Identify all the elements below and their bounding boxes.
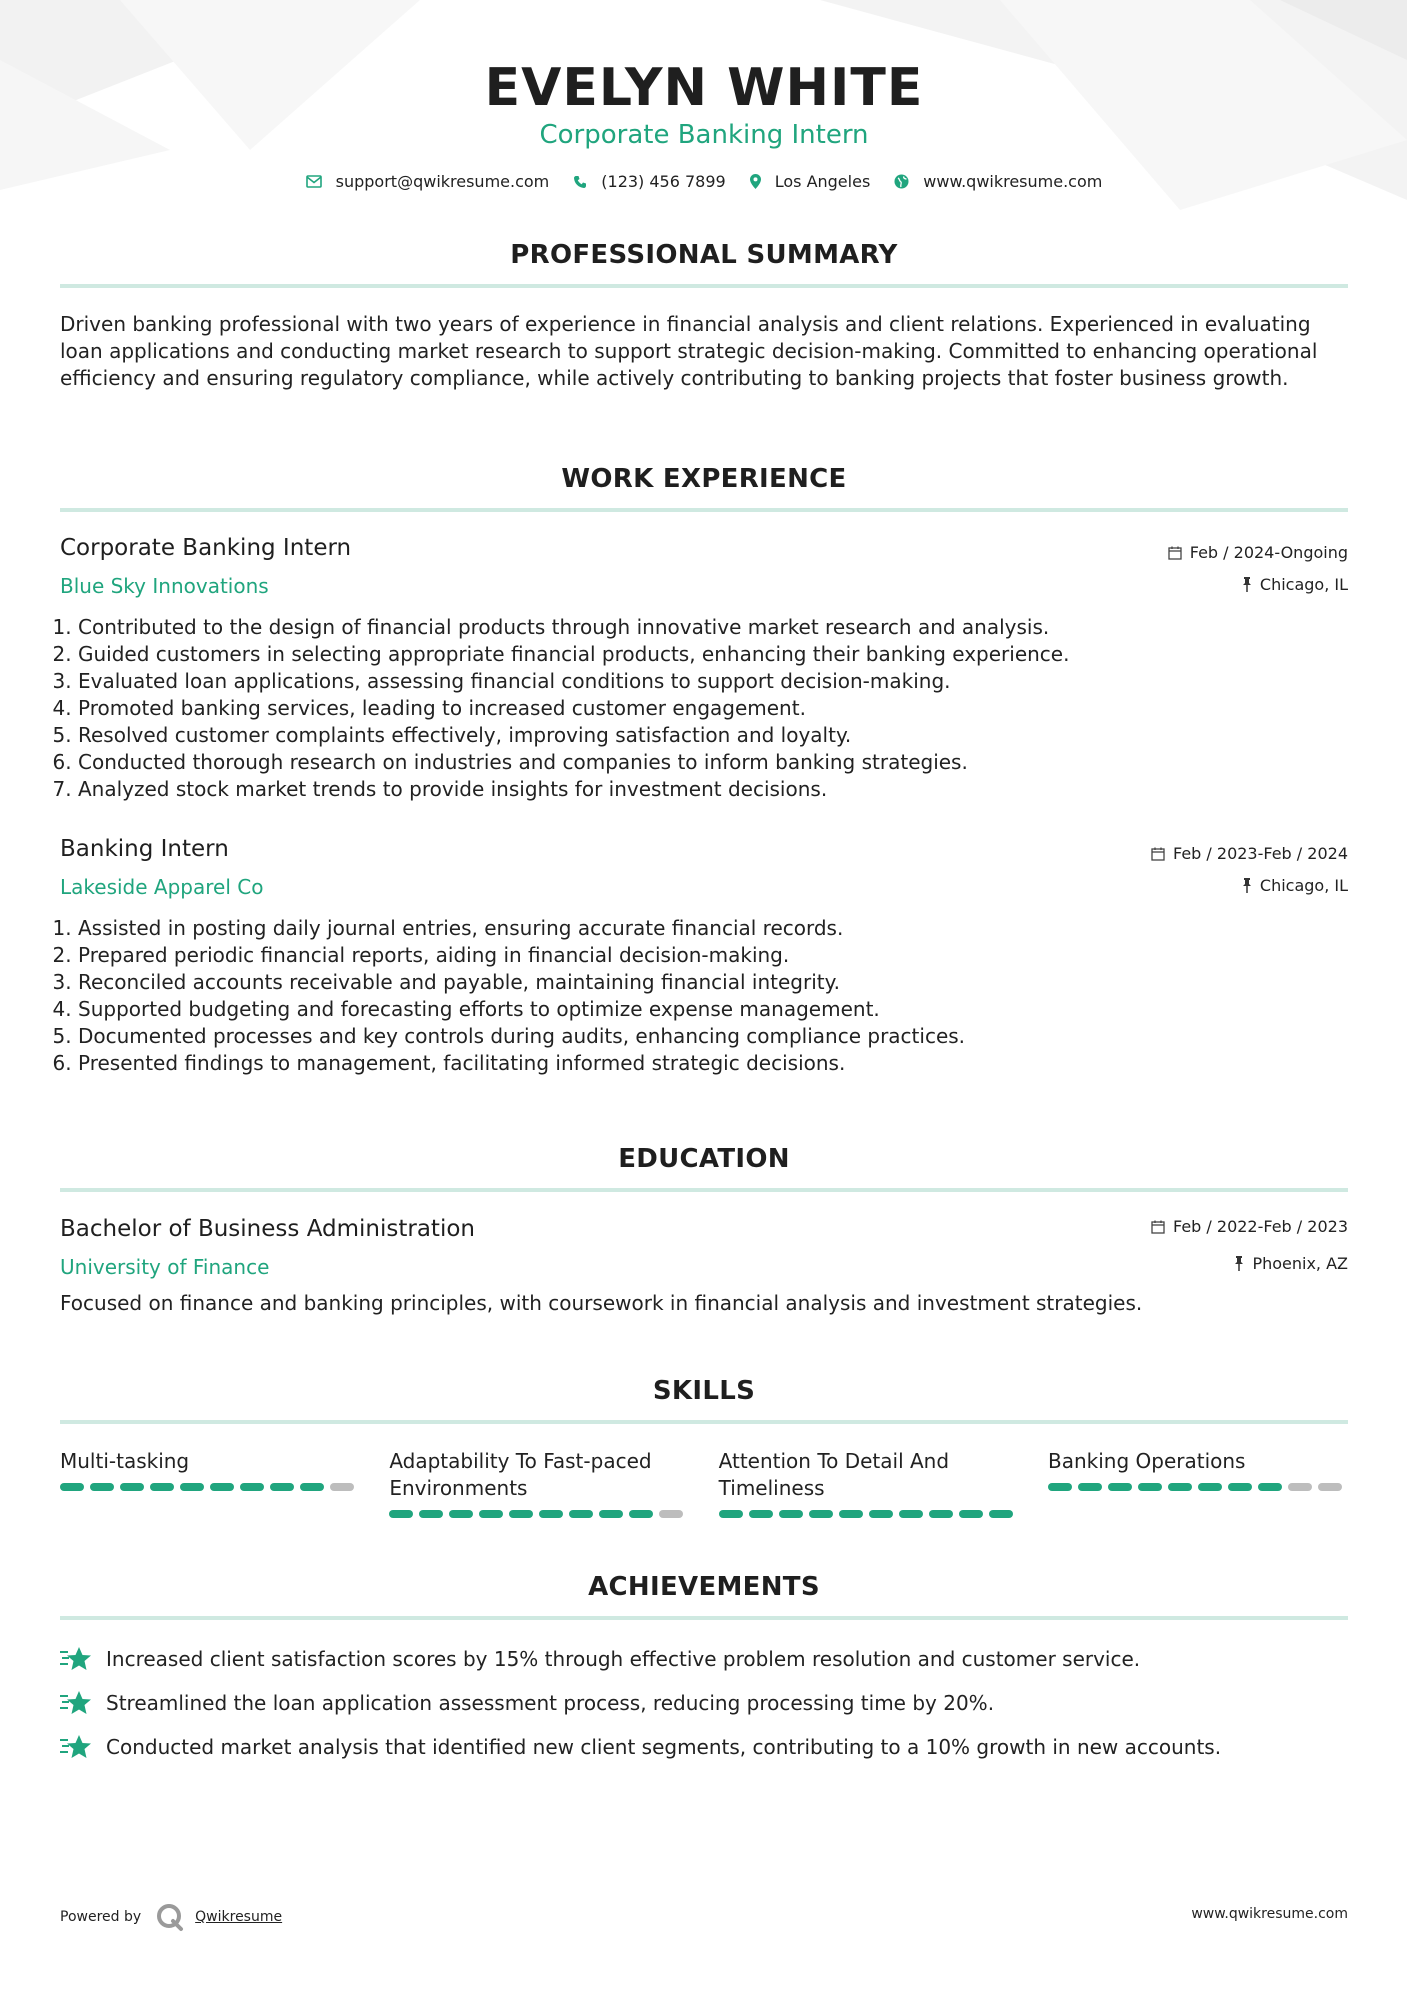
degree-title: Bachelor of Business Administration <box>60 1216 475 1242</box>
skill-segment-filled <box>180 1483 204 1491</box>
achievement-item <box>60 1734 1348 1760</box>
skill-segment-filled <box>839 1510 863 1518</box>
map-pin-icon <box>750 174 761 189</box>
skill-segment-filled <box>449 1510 473 1518</box>
education-location-text: Phoenix, AZ <box>1252 1254 1348 1273</box>
list-item: 1. Assisted in posting daily journal entries, ensuring accurate financial records. <box>78 915 1366 942</box>
list-item: 3. Evaluated loan applications, assessing financial conditions to support decision-making. <box>78 668 1366 695</box>
skill-level-bar <box>1048 1483 1348 1491</box>
star-achievement-icon <box>60 1690 92 1716</box>
list-item: 4. Promoted banking services, leading to increased customer engagement. <box>78 695 1366 722</box>
skill-segment-filled <box>389 1510 413 1518</box>
skill-segment-filled <box>300 1483 324 1491</box>
skill-segment-empty <box>1288 1483 1312 1491</box>
skill-segment-filled <box>809 1510 833 1518</box>
section-divider <box>60 284 1348 288</box>
pushpin-icon <box>1234 1256 1244 1271</box>
job-location-text: Chicago, IL <box>1259 575 1348 594</box>
list-item: 6. Presented findings to management, facilitating informed strategic decisions. <box>78 1050 1366 1077</box>
skill-segment-empty <box>1318 1483 1342 1491</box>
achievement-text: Conducted market analysis that identified new client segments, contributing to a 10% growth in new accounts. <box>106 1735 1222 1759</box>
education-dates-text: Feb / 2022-Feb / 2023 <box>1173 1217 1348 1236</box>
skill-level-bar <box>719 1510 1019 1518</box>
skill-segment-filled <box>479 1510 503 1518</box>
section-divider <box>60 508 1348 512</box>
education-heading: EDUCATION <box>618 1144 790 1174</box>
contact-website-text: www.qwikresume.com <box>923 172 1103 191</box>
skill-segment-empty <box>330 1483 354 1491</box>
skill-segment-filled <box>240 1483 264 1491</box>
qwikresume-logo-icon <box>155 1902 185 1932</box>
list-item: 4. Supported budgeting and forecasting efforts to optimize expense management. <box>78 996 1366 1023</box>
skill-name: Multi-tasking <box>60 1449 190 1473</box>
list-item: 5. Resolved customer complaints effectively, improving satisfaction and loyalty. <box>78 722 1366 749</box>
achievements-heading: ACHIEVEMENTS <box>588 1572 820 1602</box>
skill-segment-filled <box>989 1510 1013 1518</box>
skill-segment-filled <box>120 1483 144 1491</box>
candidate-name: EVELYN WHITE <box>484 58 924 118</box>
skills-grid <box>60 1448 1348 1518</box>
duty-list <box>60 915 1366 1077</box>
job-title: Banking Intern <box>60 836 229 862</box>
list-item: 5. Documented processes and key controls during audits, enhancing compliance practices. <box>78 1023 1366 1050</box>
list-item: 2. Prepared periodic financial reports, aiding in financial decision-making. <box>78 942 1366 969</box>
contact-phone-text: (123) 456 7899 <box>601 172 726 191</box>
skill-segment-filled <box>1228 1483 1252 1491</box>
powered-by-label: Powered by <box>60 1909 142 1925</box>
calendar-icon <box>1151 847 1165 861</box>
contact-website[interactable] <box>894 172 1102 191</box>
footer-powered-by <box>60 1902 282 1932</box>
phone-icon <box>573 175 587 189</box>
duty-list <box>60 614 1366 803</box>
skill-segment-filled <box>869 1510 893 1518</box>
job-location <box>1242 876 1348 895</box>
achievement-item <box>60 1646 1348 1672</box>
summary-heading: PROFESSIONAL SUMMARY <box>510 240 898 270</box>
list-item: 2. Guided customers in selecting appropriate financial products, enhancing their banking experience. <box>78 641 1366 668</box>
contact-bar <box>60 172 1348 191</box>
contact-email-text: support@qwikresume.com <box>335 172 550 191</box>
company-name: Blue Sky Innovations <box>60 574 269 598</box>
skill-segment-filled <box>779 1510 803 1518</box>
experience-heading: WORK EXPERIENCE <box>561 464 847 494</box>
contact-location <box>750 172 871 191</box>
education-location <box>1234 1254 1348 1273</box>
skill-segment-filled <box>1078 1483 1102 1491</box>
job-dates <box>1151 844 1348 863</box>
job-dates <box>1168 543 1348 562</box>
skill-segment-filled <box>150 1483 174 1491</box>
globe-icon <box>894 174 909 189</box>
job-dates-text: Feb / 2024-Ongoing <box>1189 543 1348 562</box>
company-name: Lakeside Apparel Co <box>60 875 264 899</box>
pushpin-icon <box>1242 878 1252 893</box>
job-title: Corporate Banking Intern <box>60 535 352 561</box>
skill-segment-filled <box>509 1510 533 1518</box>
skill-segment-filled <box>1258 1483 1282 1491</box>
footer-website[interactable]: www.qwikresume.com <box>1191 1906 1348 1922</box>
pushpin-icon <box>1242 577 1252 592</box>
skill-segment-filled <box>419 1510 443 1518</box>
candidate-title: Corporate Banking Intern <box>539 120 869 150</box>
skill-segment-filled <box>629 1510 653 1518</box>
skill-segment-filled <box>1168 1483 1192 1491</box>
skill-segment-filled <box>749 1510 773 1518</box>
achievement-text: Increased client satisfaction scores by 15% through effective problem resolution and customer service. <box>106 1647 1141 1671</box>
achievement-item <box>60 1690 1348 1716</box>
qwikresume-link[interactable]: Qwikresume <box>195 1909 283 1925</box>
star-achievement-icon <box>60 1734 92 1760</box>
skill-segment-filled <box>60 1483 84 1491</box>
skill-item <box>1048 1448 1348 1518</box>
skill-segment-filled <box>90 1483 114 1491</box>
list-item: 7. Analyzed stock market trends to provide insights for investment decisions. <box>78 776 1366 803</box>
job-location <box>1242 575 1348 594</box>
list-item: 6. Conducted thorough research on industries and companies to inform banking strategies. <box>78 749 1366 776</box>
skill-segment-filled <box>1138 1483 1162 1491</box>
list-item: 3. Reconciled accounts receivable and payable, maintaining financial integrity. <box>78 969 1366 996</box>
skill-segment-filled <box>899 1510 923 1518</box>
skill-segment-filled <box>210 1483 234 1491</box>
skill-segment-filled <box>1048 1483 1072 1491</box>
skill-segment-filled <box>569 1510 593 1518</box>
calendar-icon <box>1168 546 1182 560</box>
skill-segment-filled <box>1108 1483 1132 1491</box>
skills-heading: SKILLS <box>652 1376 756 1406</box>
skill-level-bar <box>389 1510 689 1518</box>
section-divider <box>60 1420 1348 1424</box>
calendar-icon <box>1151 1220 1165 1234</box>
skill-name: Attention To Detail And Timeliness <box>718 1449 950 1500</box>
section-divider <box>60 1188 1348 1192</box>
skill-segment-filled <box>599 1510 623 1518</box>
skill-segment-filled <box>929 1510 953 1518</box>
job-dates-text: Feb / 2023-Feb / 2024 <box>1173 844 1348 863</box>
skill-name: Adaptability To Fast-paced Environments <box>389 1449 652 1500</box>
skill-segment-filled <box>1198 1483 1222 1491</box>
skill-level-bar <box>60 1483 360 1491</box>
contact-email[interactable] <box>306 172 550 191</box>
star-achievement-icon <box>60 1646 92 1672</box>
contact-location-text: Los Angeles <box>774 172 871 191</box>
achievement-text: Streamlined the loan application assessment process, reducing processing time by 20%. <box>106 1691 995 1715</box>
job-location-text: Chicago, IL <box>1259 876 1348 895</box>
summary-text: Driven banking professional with two years of experience in financial analysis and client relations. Experienced in evaluating loan applications and conducting market research to support strategic decision-making. Committed to enhancing operational efficiency and ensuring regulatory compliance, while actively contributing to banking projects that foster business growth. <box>60 312 1318 390</box>
skill-item <box>389 1448 689 1518</box>
education-description: Focused on finance and banking principles, with coursework in financial analysis and investment strategies. <box>60 1291 1143 1315</box>
contact-phone[interactable] <box>573 172 725 191</box>
skill-segment-filled <box>959 1510 983 1518</box>
list-item: 1. Contributed to the design of financial products through innovative market research and analysis. <box>78 614 1366 641</box>
skill-segment-empty <box>659 1510 683 1518</box>
skill-segment-filled <box>270 1483 294 1491</box>
envelope-icon <box>306 175 322 188</box>
section-divider <box>60 1616 1348 1620</box>
education-dates <box>1151 1217 1348 1236</box>
skill-item <box>60 1448 360 1518</box>
skill-segment-filled <box>719 1510 743 1518</box>
school-name: University of Finance <box>60 1255 270 1279</box>
skill-name: Banking Operations <box>1047 1449 1246 1473</box>
skill-segment-filled <box>539 1510 563 1518</box>
skill-item <box>719 1448 1019 1518</box>
